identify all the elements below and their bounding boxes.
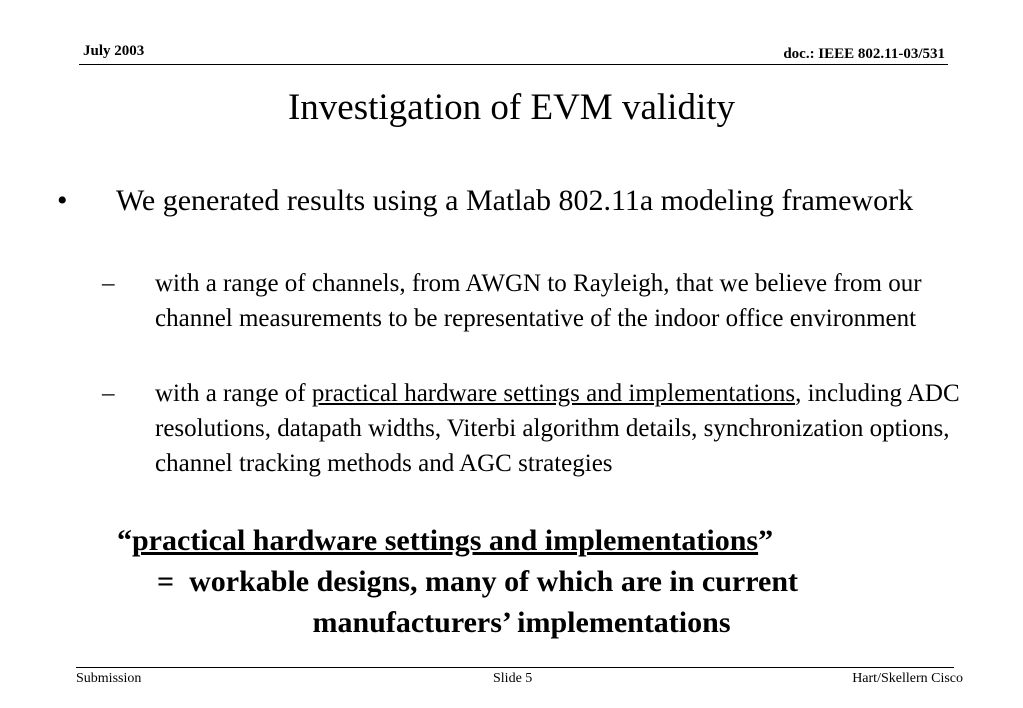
sub-bullet-2-underlined: practical hardware settings and implementations xyxy=(311,380,796,407)
emphasis-block xyxy=(60,520,963,643)
sub-bullet-2-prefix: with a range of xyxy=(155,380,312,407)
header-rule xyxy=(79,64,948,65)
emphasis-open-quote: “ xyxy=(117,524,132,557)
bullet-marker: • xyxy=(57,184,68,217)
footer-submission: Submission xyxy=(76,671,142,686)
sub-bullet-2 xyxy=(155,376,970,481)
footer-slide-number: Slide 5 xyxy=(493,671,533,686)
header-doc-id: doc.: IEEE 802.11-03/531 xyxy=(783,46,945,62)
sub-bullet-marker-1: – xyxy=(102,270,115,297)
emphasis-close-quote: ” xyxy=(758,524,774,557)
sub-bullet-1: with a range of channels, from AWGN to Rayleigh, that we believe from our channel measurements to be representative of the indoor office environment xyxy=(155,270,922,332)
header-date: July 2003 xyxy=(83,43,145,59)
bullet-text: We generated results using a Matlab 802.11a modeling framework xyxy=(116,184,914,217)
sub-bullet-2-suffix: , including ADC resolutions, datapath widths, Viterbi algorithm details, synchronization options, channel tracking methods and AGC strategies xyxy=(155,380,960,477)
emphasis-line-3: manufacturers’ implementations xyxy=(312,606,731,639)
footer-authors: Hart/Skellern Cisco xyxy=(852,671,963,686)
sub-bullet-marker-2: – xyxy=(102,380,115,407)
emphasis-line-2: = workable designs, many of which are in current xyxy=(157,565,799,598)
footer-rule xyxy=(76,667,954,668)
emphasis-underlined: practical hardware settings and implementations xyxy=(132,524,759,557)
emphasis-line-1 xyxy=(60,520,963,561)
slide-title: Investigation of EVM validity xyxy=(287,87,736,128)
